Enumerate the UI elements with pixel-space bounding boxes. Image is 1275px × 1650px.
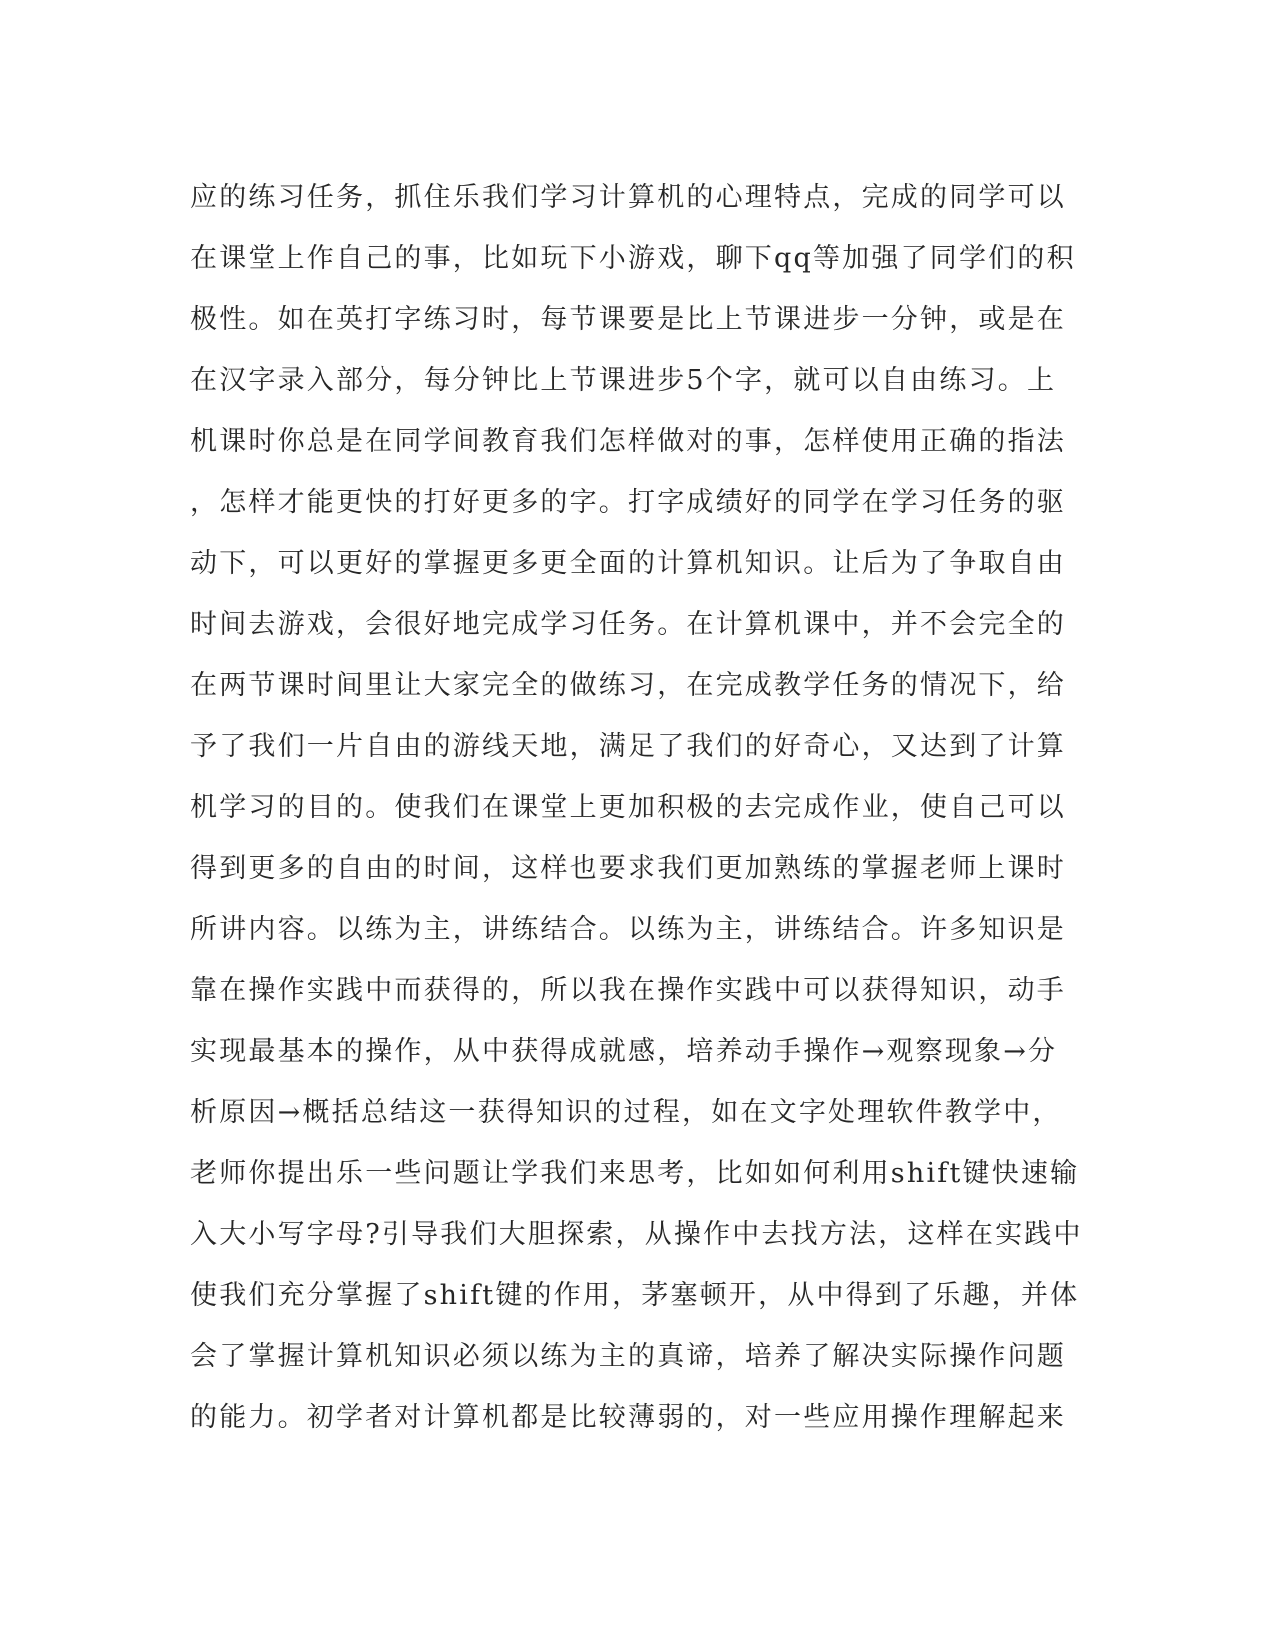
- text-line: 析原因→概括总结这一获得知识的过程，如在文字处理软件教学中，: [190, 1097, 1062, 1128]
- text-line: 实现最基本的操作，从中获得成就感，培养动手操作→观察现象→分: [190, 1036, 1058, 1067]
- text-line: 会了掌握计算机知识必须以练为主的真谛，培养了解决实际操作问题: [190, 1341, 1066, 1372]
- text-line: 使我们充分掌握了shift键的作用，茅塞顿开，从中得到了乐趣，并体: [190, 1280, 1080, 1311]
- text-line: 在汉字录入部分，每分钟比上节课进步5个字，就可以自由练习。上: [190, 365, 1057, 396]
- text-line: ，怎样才能更快的打好更多的字。打字成绩好的同学在学习任务的驱: [190, 487, 1066, 518]
- text-line: 予了我们一片自由的游线天地，满足了我们的好奇心，又达到了计算: [190, 731, 1066, 762]
- text-line: 机课时你总是在同学间教育我们怎样做对的事，怎样使用正确的指法: [190, 426, 1066, 457]
- text-line: 入大小写字母?引导我们大胆探索，从操作中去找方法，这样在实践中: [190, 1219, 1083, 1250]
- text-line: 机学习的目的。使我们在课堂上更加积极的去完成作业，使自己可以: [190, 792, 1066, 823]
- text-line: 应的练习任务，抓住乐我们学习计算机的心理特点，完成的同学可以: [190, 182, 1066, 213]
- text-line: 的能力。初学者对计算机都是比较薄弱的，对一些应用操作理解起来: [190, 1402, 1066, 1433]
- text-line: 极性。如在英打字练习时，每节课要是比上节课进步一分钟，或是在: [190, 304, 1066, 335]
- text-line: 在课堂上作自己的事，比如玩下小游戏，聊下qq等加强了同学们的积: [190, 243, 1076, 274]
- text-line: 时间去游戏，会很好地完成学习任务。在计算机课中，并不会完全的: [190, 609, 1066, 640]
- text-line: 老师你提出乐一些问题让学我们来思考，比如如何利用shift键快速输: [190, 1158, 1080, 1189]
- text-line: 靠在操作实践中而获得的，所以我在操作实践中可以获得知识，动手: [190, 975, 1066, 1006]
- text-line: 动下，可以更好的掌握更多更全面的计算机知识。让后为了争取自由: [190, 548, 1066, 579]
- text-line: 在两节课时间里让大家完全的做练习，在完成教学任务的情况下，给: [190, 670, 1066, 701]
- body-text: [190, 167, 1083, 1448]
- text-line: 所讲内容。以练为主，讲练结合。以练为主，讲练结合。许多知识是: [190, 914, 1066, 945]
- text-line: 得到更多的自由的时间，这样也要求我们更加熟练的掌握老师上课时: [190, 853, 1066, 884]
